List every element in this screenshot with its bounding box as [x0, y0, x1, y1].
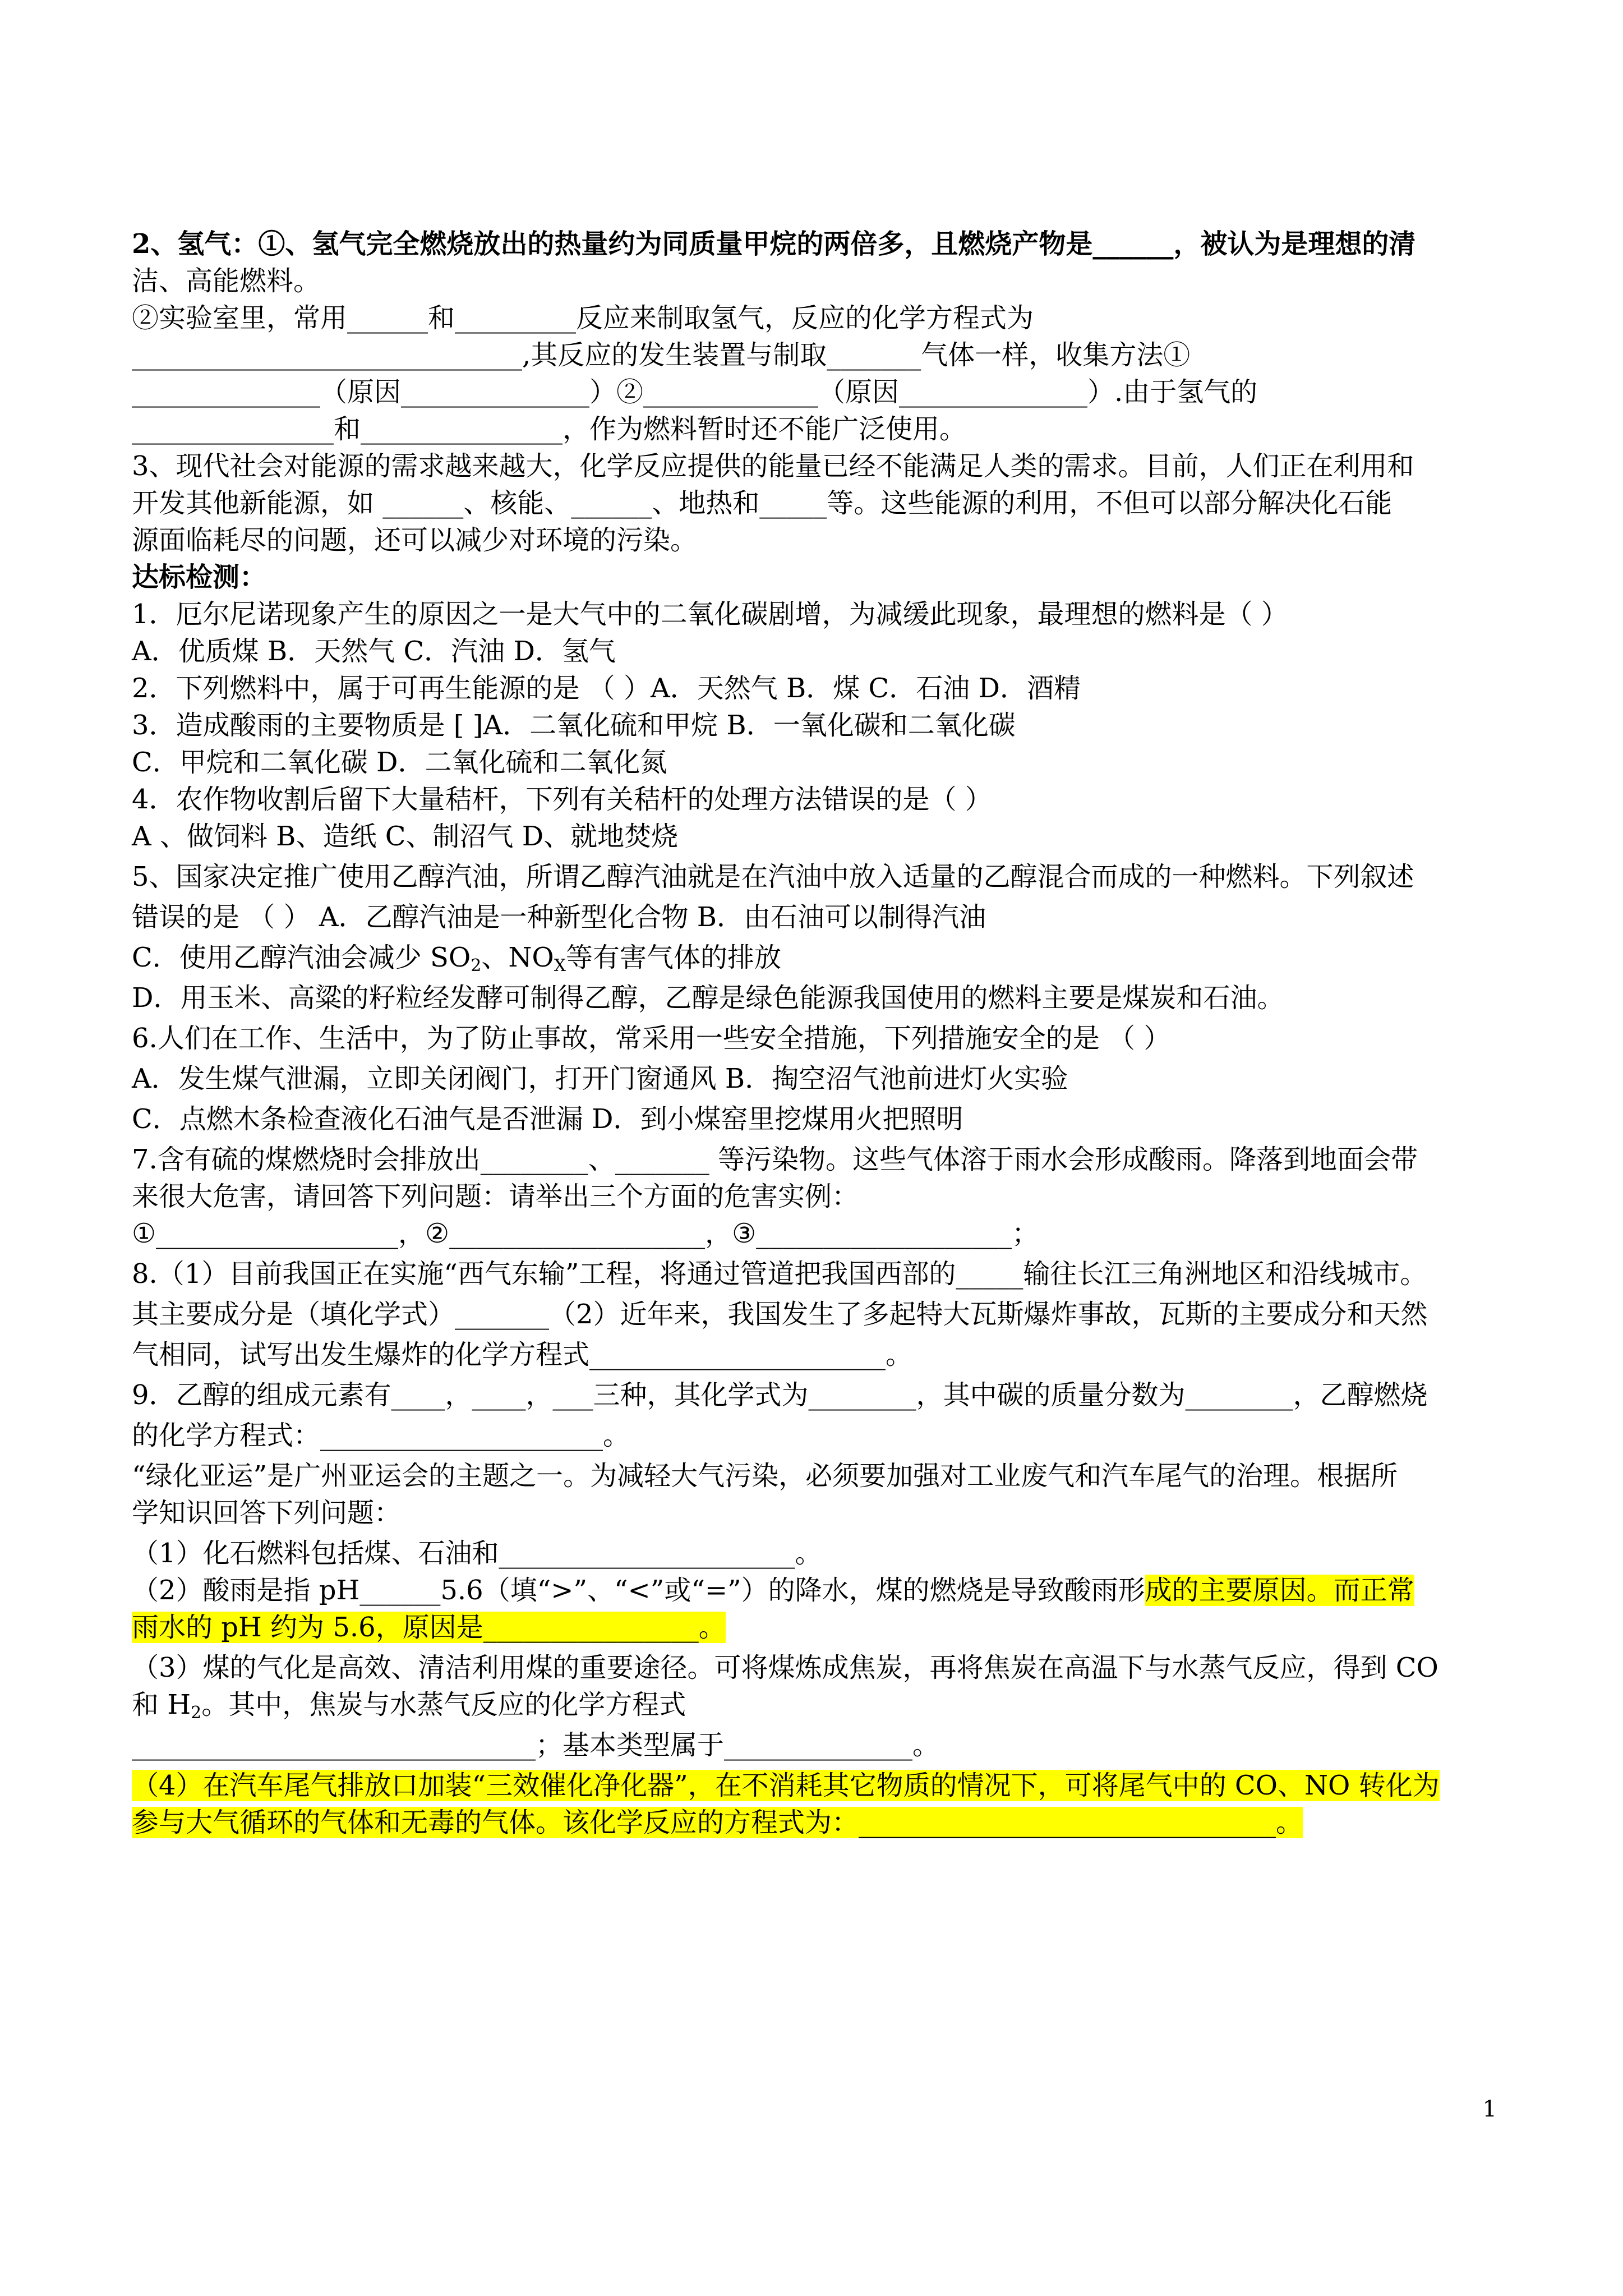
- option-c-sub-1: 2: [471, 956, 482, 976]
- question-5-option-c: [132, 939, 1495, 984]
- question-7-blanks: ①__________________，②___________________，③___________________；: [132, 1218, 1039, 1249]
- hydrogen-para-line-1: [132, 226, 1495, 263]
- option-c-text-1: C．使用乙醇汽油会减少 SO: [132, 942, 471, 973]
- subquestion-3-line-2: [132, 1686, 1495, 1732]
- energy-para-line-1: 3、现代社会对能源的需求越来越大，化学反应提供的能量已经不能满足人类的需求。目前，人们正在利用和: [132, 450, 1414, 482]
- asian-games-intro: “绿化亚运”是广州亚运会的主题之一。为减轻大气污染，必须要加强对工业废气和汽车尾气的治理。根据所: [132, 1460, 1398, 1492]
- question-5-options-ab: 错误的是 （ ） A．乙醇汽油是一种新型化合物 B．由石油可以制得汽油: [132, 901, 986, 933]
- subquestion-4-line-2-highlight: 参与大气循环的气体和无毒的气体。该化学反应的方程式为：_______________________________。: [132, 1807, 1303, 1838]
- subquestion-2-text: （2）酸雨是指 pH______5.6（填“>”、“<”或“=”）的降水，煤的燃烧是导致酸雨形: [132, 1575, 1145, 1606]
- question-1-options: A．优质煤 B．天然气 C．汽油 D．氢气: [132, 636, 616, 667]
- question-9-line-2: 的化学方程式：_____________________。: [132, 1420, 630, 1451]
- question-9: 9．乙醇的组成元素有____，____，___三种，其化学式为________，其中碳的质量分数为________，乙醇燃烧: [132, 1379, 1428, 1411]
- question-6-options-cd: C．点燃木条检查液化石油气是否泄漏 D．到小煤窑里挖煤用火把照明: [132, 1103, 963, 1135]
- energy-para-line-2: 开发其他新能源，如 ______、核能、______、地热和_____等。这些能源的利用，不但可以部分解决化石能: [132, 487, 1393, 519]
- hydrogen-para-line-6: _______________和_______________，作为燃料暂时还不能广泛使用。: [132, 413, 967, 445]
- subquestion-3-sub: 2: [191, 1703, 202, 1723]
- subquestion-2-line-2: [132, 1609, 1495, 1646]
- question-5-option-d: D．用玉米、高粱的籽粒经发酵可制得乙醇，乙醇是绿色能源我国使用的燃料主要是煤炭和石油。: [132, 982, 1284, 1014]
- question-7-line-2: 来很大危害，请回答下列问题：请举出三个方面的危害实例：: [132, 1181, 859, 1212]
- subquestion-3-line-3: ______________________________；基本类型属于______________。: [132, 1729, 940, 1761]
- question-8-line-2: 其主要成分是（填化学式）_______（2）近年来，我国发生了多起特大瓦斯爆炸事故，瓦斯的主要成分和天然: [132, 1299, 1428, 1330]
- subquestion-4-highlight: （4）在汽车尾气排放口加装“三效催化净化器”，在不消耗其它物质的情况下，可将尾气中的 CO、NO 转化为: [132, 1770, 1440, 1801]
- hydrogen-para-line-5: ______________（原因______________）②_____________（原因______________）.由于氢气的: [132, 376, 1258, 408]
- subquestion-2: [132, 1572, 1495, 1609]
- hydrogen-para-line-3: ②实验室里，常用______和_________反应来制取氢气，反应的化学方程式为: [132, 302, 1034, 334]
- subquestion-2-line-2-highlight: 雨水的 pH 约为 5.6，原因是________________。: [132, 1612, 726, 1643]
- question-8: 8.（1）目前我国正在实施“西气东输”工程，将通过管道把我国西部的_____输往长江三角洲地区和沿线城市。: [132, 1258, 1427, 1290]
- section-heading: 达标检测：: [132, 562, 267, 593]
- question-4-options: A 、做饲料 B、造纸 C、制沼气 D、就地焚烧: [132, 821, 679, 852]
- page-number: 1: [1482, 2096, 1497, 2122]
- question-7: 7.含有硫的煤燃烧时会排放出________、_______ 等污染物。这些气体溶于雨水会形成酸雨。降落到地面会带: [132, 1144, 1418, 1175]
- question-3: 3．造成酸雨的主要物质是 [ ]A．二氧化硫和甲烷 B．一氧化碳和二氧化碳: [132, 710, 1016, 741]
- subquestion-3: （3）煤的气化是高效、清洁利用煤的重要途径。可将煤炼成焦炭，再将焦炭在高温下与水蒸气反应，得到 CO: [132, 1652, 1438, 1683]
- option-c-text-2: 、NO: [481, 942, 554, 973]
- subquestion-3-text-1: 和 H: [132, 1689, 191, 1720]
- question-1: 1．厄尔尼诺现象产生的原因之一是大气中的二氧化碳剧增，为减缓此现象，最理想的燃料是（ ）: [132, 599, 1288, 630]
- question-5: 5、国家决定推广使用乙醇汽油，所谓乙醇汽油就是在汽油中放入适量的乙醇混合而成的一种燃料。下列叙述: [132, 861, 1414, 892]
- question-3-options: C．甲烷和二氧化碳 D．二氧化硫和二氧化氮: [132, 747, 667, 778]
- subquestion-4: [132, 1767, 1495, 1804]
- subquestion-1: （1）化石燃料包括煤、石油和______________________。: [132, 1538, 822, 1569]
- question-6-options-ab: A．发生煤气泄漏，立即关闭阀门，打开门窗通风 B．掏空沼气池前进灯火实验: [132, 1063, 1068, 1094]
- hydrogen-para-line-2: 洁、高能燃料。: [132, 265, 321, 297]
- subquestion-3-text-2: 。其中，焦炭与水蒸气反应的化学方程式: [201, 1689, 686, 1720]
- hydrogen-para-line-1-text: 2、氢气：①、氢气完全燃烧放出的热量约为同质量甲烷的两倍多，且燃烧产物是______，被认为是理想的清: [132, 228, 1416, 260]
- question-6: 6.人们在工作、生活中，为了防止事故，常采用一些安全措施，下列措施安全的是 （ ）: [132, 1023, 1171, 1054]
- question-8-line-3: 气相同，试写出发生爆炸的化学方程式______________________。: [132, 1339, 913, 1370]
- subquestion-4-line-2: [132, 1804, 1495, 1841]
- asian-games-intro-2: 学知识回答下列问题：: [132, 1497, 402, 1529]
- question-2: 2．下列燃料中，属于可再生能源的是 （ ）A．天然气 B．煤 C．石油 D．酒精: [132, 673, 1081, 704]
- energy-para-line-3: 源面临耗尽的问题，还可以减少对环境的污染。: [132, 524, 698, 556]
- option-c-sub-2: X: [554, 956, 566, 976]
- subquestion-2-highlight: 成的主要原因。而正常: [1145, 1575, 1414, 1606]
- question-4: 4．农作物收割后留下大量秸杆，下列有关秸杆的处理方法错误的是（ ）: [132, 784, 992, 815]
- hydrogen-para-line-4: _____________________________,其反应的发生装置与制取_______气体一样，收集方法①: [132, 339, 1191, 371]
- option-c-text-3: 等有害气体的排放: [566, 942, 782, 973]
